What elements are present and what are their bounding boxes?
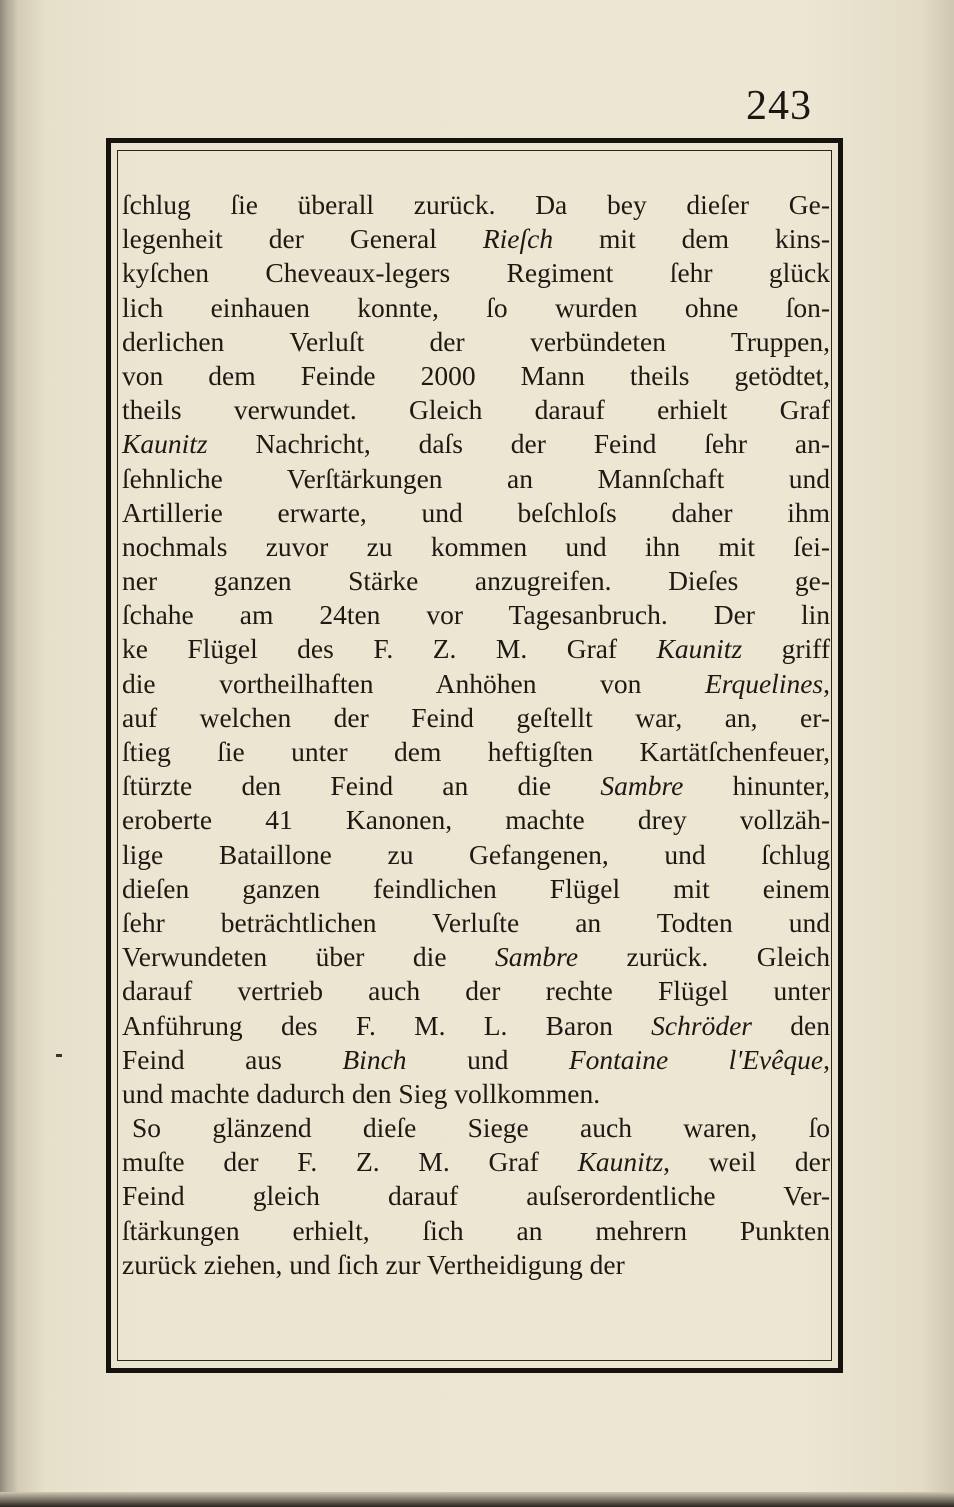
italic-name: Kaunitz bbox=[656, 633, 743, 665]
text-line: darauf vertrieb auch der rechte Flügel unter bbox=[122, 975, 830, 1007]
text-line: Feind aus Binch und Fontaine l'Evêque, bbox=[122, 1043, 830, 1075]
italic-name: Kaunitz bbox=[577, 1146, 664, 1178]
text-line: eroberte 41 Kanonen, machte drey vollzäh- bbox=[122, 804, 830, 836]
text-line: ſehnliche Verſtärkungen an Mannſchaft und bbox=[122, 462, 830, 494]
text-line: die vortheilhaften Anhöhen von Erquelines, bbox=[122, 667, 830, 699]
italic-name: Erquelines bbox=[705, 667, 824, 699]
body-text bbox=[122, 188, 830, 1282]
text-line: ke Flügel des F. Z. M. Graf Kaunitz griff bbox=[122, 633, 830, 665]
text-line: Artillerie erwarte, und beſchloſs daher ihm bbox=[122, 496, 830, 528]
text-line: ſchlug ſie überall zurück. Da bey dieſer Ge- bbox=[122, 189, 830, 220]
page-bottom-edge bbox=[0, 1492, 954, 1507]
text-line: muſte der F. Z. M. Graf Kaunitz, weil der bbox=[122, 1146, 830, 1178]
text-line: nochmals zuvor zu kommen und ihn mit ſei- bbox=[122, 530, 830, 562]
text-line: ſtieg ſie unter dem heftigſten Kartätſchenfeuer, bbox=[122, 736, 830, 767]
text-line: Kaunitz Nachricht, daſs der Feind ſehr an- bbox=[122, 428, 830, 460]
text-line: kyſchen Cheveaux-legers Regiment ſehr glück bbox=[122, 257, 830, 289]
italic-name: Fontaine l'Evêque bbox=[568, 1043, 824, 1075]
text-line: Feind gleich darauf auſserordentliche Ver- bbox=[122, 1180, 830, 1212]
margin-mark bbox=[56, 1054, 62, 1057]
italic-name: Binch bbox=[342, 1043, 407, 1075]
text-line: derlichen Verluſt der verbündeten Truppen, bbox=[122, 325, 830, 357]
text-line: zurück ziehen, und ſich zur Vertheidigung der bbox=[122, 1248, 625, 1280]
italic-name: Sambre bbox=[495, 941, 579, 973]
text-line: So glänzend dieſe Siege auch waren, ſo bbox=[132, 1112, 830, 1144]
text-line: auf welchen der Feind geſtellt war, an, er- bbox=[122, 701, 830, 733]
text-line: Verwundeten über die Sambre zurück. Gleich bbox=[122, 941, 831, 973]
gutter-shadow bbox=[0, 0, 18, 1507]
text-line: ner ganzen Stärke anzugreifen. Dieſes ge- bbox=[122, 565, 830, 597]
italic-name: Rieſch bbox=[482, 223, 554, 255]
text-line: dieſen ganzen feindlichen Flügel mit einem bbox=[122, 872, 830, 904]
text-line: legenheit der General Rieſch mit dem kins- bbox=[122, 223, 830, 255]
text-line: von dem Feinde 2000 Mann theils getödtet, bbox=[122, 359, 830, 391]
text-line: Anführung des F. M. L. Baron Schröder den bbox=[122, 1009, 830, 1041]
text-line: ſtürzte den Feind an die Sambre hinunter, bbox=[122, 770, 831, 802]
italic-name: Sambre bbox=[600, 770, 684, 802]
text-line: theils verwundet. Gleich darauf erhielt Graf bbox=[122, 394, 830, 426]
page-number: 243 bbox=[746, 83, 812, 129]
italic-name: Schröder bbox=[651, 1009, 752, 1041]
italic-name: Kaunitz bbox=[122, 428, 208, 460]
text-line: ſehr beträchtlichen Verluſte an Todten und bbox=[122, 906, 830, 938]
text-line: lige Bataillone zu Gefangenen, und ſchlug bbox=[122, 838, 830, 870]
text-line: und machte dadurch den Sieg vollkommen. bbox=[122, 1077, 601, 1109]
text-line: ſtärkungen erhielt, ſich an mehrern Punkten bbox=[122, 1214, 830, 1246]
text-line: lich einhauen konnte, ſo wurden ohne ſon- bbox=[122, 291, 830, 323]
text-line: ſchahe am 24ten vor Tagesanbruch. Der lin bbox=[122, 599, 830, 631]
